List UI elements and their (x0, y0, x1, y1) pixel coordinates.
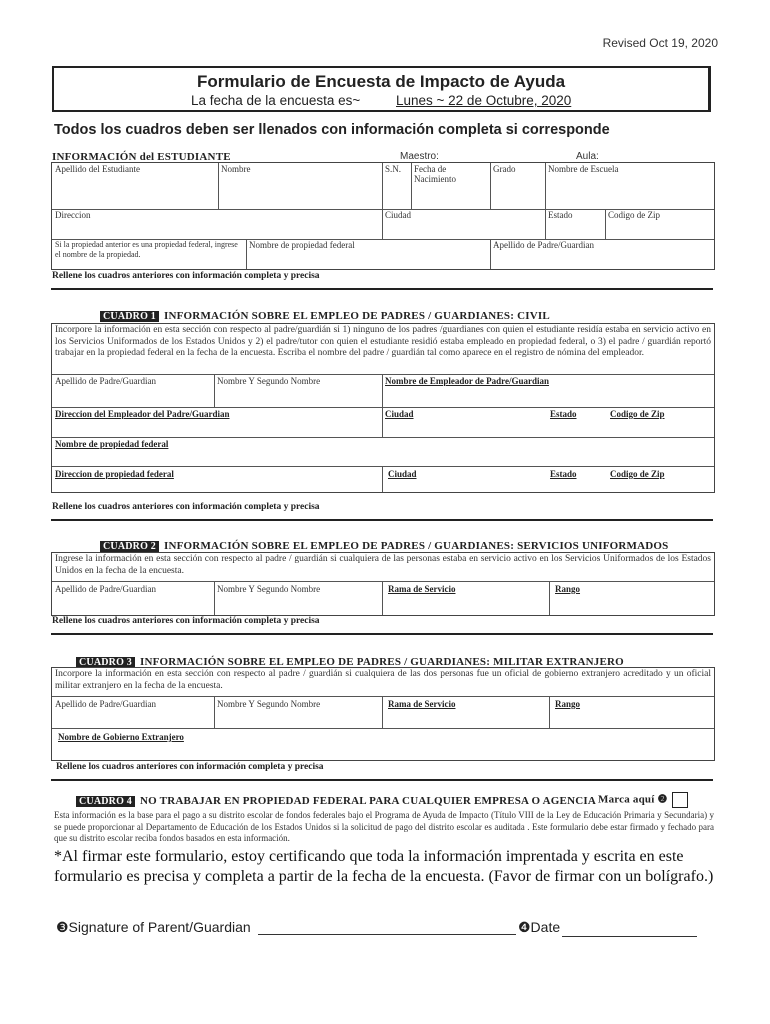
cuadro1-city-field[interactable]: Ciudad (385, 409, 414, 419)
signature-label: ❸Signature of Parent/Guardian (56, 919, 251, 935)
student-fill-note: Rellene los cuadros anteriores con información completa y precisa (52, 271, 320, 281)
student-last-name-field[interactable]: Apellido del Estudiante (55, 164, 140, 174)
cuadro2-parent-first-name-field[interactable]: Nombre Y Segundo Nombre (217, 584, 321, 594)
cuadro3-rank-field[interactable]: Rango (555, 699, 581, 709)
no-federal-property-checkbox[interactable] (672, 792, 688, 808)
cuadro1-title: INFORMACIÓN SOBRE EL EMPLEO DE PADRES / GUARDIANES: CIVIL (164, 310, 550, 322)
cuadro2-fill-note: Rellene los cuadros anteriores con información completa y precisa (52, 616, 320, 626)
cuadro1-heading (100, 310, 550, 322)
signature-line[interactable] (258, 934, 516, 935)
cuadro3-description: Incorpore la información en esta sección con respecto al padre / guardián si cualquiera de las dos personas fue un oficial de gobierno extranjero acreditado y un oficial militar extranjero en la fecha de la encuesta. (55, 669, 711, 691)
student-sn-field[interactable]: S.N. (385, 164, 402, 174)
cuadro2-title: INFORMACIÓN SOBRE EL EMPLEO DE PADRES / GUARDIANES: SERVICIOS UNIFORMADOS (164, 540, 669, 552)
title-box (52, 66, 711, 112)
cuadro2-service-branch-field[interactable]: Rama de Servicio (388, 584, 456, 594)
cuadro2-table (51, 552, 715, 616)
cuadro1-parent-first-name-field[interactable]: Nombre Y Segundo Nombre (217, 376, 321, 386)
survey-date-value: Lunes ~ 22 de Octubre, 2020 (396, 93, 572, 108)
divider (51, 633, 713, 635)
cuadro1-property-address-field[interactable]: Direccion de propiedad federal (55, 469, 174, 479)
divider (51, 779, 713, 781)
divider (51, 288, 713, 290)
revised-date: Revised Oct 19, 2020 (602, 36, 718, 50)
date-line[interactable] (562, 936, 697, 937)
date-label: ❹Date (518, 919, 561, 935)
cuadro4-heading (76, 795, 596, 807)
student-address-field[interactable]: Direccion (55, 210, 91, 220)
cuadro3-service-branch-field[interactable]: Rama de Servicio (388, 699, 456, 709)
cuadro1-employer-name-field[interactable]: Nombre de Empleador de Padre/Guardian (385, 376, 550, 386)
teacher-label: Maestro: (400, 151, 439, 162)
cuadro3-fill-note: Rellene los cuadros anteriores con información completa y precisa (56, 762, 324, 772)
cuadro4-description: Esta información es la base para el pago a su distrito escolar de fondos federales bajo el Programa de Ayuda de Impacto (Título VIII de la Ley de Educación Primaria y Secundaria) y se puede proporcionar al Departamento de Educación de los Estados Unidos si la solicitud de pago del distrito escolar es auditada . Este formulario debe estar firmado y fechado para que su distrito escolar reciba fondos basados en esta información. (54, 810, 714, 843)
room-label: Aula: (576, 151, 599, 162)
cuadro3-parent-last-name-field[interactable]: Apellido de Padre/Guardian (55, 699, 156, 709)
cuadro1-table (51, 323, 715, 493)
certification-statement: *Al firmar este formulario, estoy certificando que toda la información imprentada y escrita en este formulario es precisa y completa a partir de la fecha de la encuesta. (Favor de firmar con un bolígrafo.) (54, 848, 714, 885)
student-zip-field[interactable]: Codigo de Zip (608, 210, 660, 220)
cuadro1-property-city-field[interactable]: Ciudad (388, 469, 417, 479)
survey-date-label: La fecha de la encuesta es~ (191, 93, 361, 108)
mark-here (598, 792, 688, 808)
cuadro3-title: INFORMACIÓN SOBRE EL EMPLEO DE PADRES / GUARDIANES: MILITAR EXTRANJERO (140, 656, 624, 668)
cuadro1-federal-property-field[interactable]: Nombre de propiedad federal (55, 439, 169, 449)
cuadro4-badge: CUADRO 4 (76, 796, 135, 807)
cuadro1-state-field[interactable]: Estado (550, 409, 577, 419)
cuadro4-title: NO TRABAJAR EN PROPIEDAD FEDERAL PARA CUALQUIER EMPRESA O AGENCIA (140, 795, 596, 807)
cuadro1-zip-field[interactable]: Codigo de Zip (610, 409, 665, 419)
student-state-field[interactable]: Estado (548, 210, 573, 220)
cuadro2-heading (100, 540, 668, 552)
instruction-text: Todos los cuadros deben ser llenados con información completa si corresponde (54, 122, 610, 138)
cuadro3-badge: CUADRO 3 (76, 657, 135, 668)
cuadro3-table (51, 667, 715, 761)
cuadro2-badge: CUADRO 2 (100, 541, 159, 552)
cuadro1-property-zip-field[interactable]: Codigo de Zip (610, 469, 665, 479)
cuadro3-foreign-government-field[interactable]: Nombre de Gobierno Extranjero (58, 732, 184, 742)
divider (51, 519, 713, 521)
student-grade-field[interactable]: Grado (493, 164, 516, 174)
student-federal-property-field[interactable]: Nombre de propiedad federal (249, 240, 355, 250)
form-title: Formulario de Encuesta de Impacto de Ayuda (196, 72, 566, 91)
mark-here-label: Marca aquí ❷ (598, 793, 668, 806)
cuadro1-description: Incorpore la información en esta sección con respecto al padre/guardián si 1) ninguno de los padres /guardianes con quien el estudiante residía estaba en servicio activo en los Servicios Uniformados de los Estados Unidos y 2) el padre/tutor con quien el estudiante residió estaba empleado en propiedad federal, o 3) el padre / guardián reportó trabajar en la propiedad federal en la fecha de la encuesta. Escriba el nombre del padre / guardián tal como aparece en el registro de nómina del empleador. (55, 325, 711, 358)
student-first-name-field[interactable]: Nombre (221, 164, 251, 174)
student-city-field[interactable]: Ciudad (385, 210, 411, 220)
cuadro1-property-state-field[interactable]: Estado (550, 469, 577, 479)
student-table (51, 162, 715, 270)
cuadro3-parent-first-name-field[interactable]: Nombre Y Segundo Nombre (217, 699, 321, 709)
cuadro1-fill-note: Rellene los cuadros anteriores con información completa y precisa (52, 502, 320, 512)
student-parent-last-name-field[interactable]: Apellido de Padre/Guardian (493, 240, 594, 250)
cuadro2-parent-last-name-field[interactable]: Apellido de Padre/Guardian (55, 584, 156, 594)
cuadro1-badge: CUADRO 1 (100, 311, 159, 322)
cuadro1-employer-address-field[interactable]: Direccion del Empleador del Padre/Guardian (55, 409, 230, 419)
student-dob-field[interactable]: Fecha de Nacimiento (414, 164, 456, 184)
cuadro2-description: Ingrese la información en esta sección con respecto al padre / guardián si cualquiera de las personas estaba en servicio activo en los Servicios Uniformados de los Estados Unidos en la fecha de la encuesta. (55, 554, 711, 576)
cuadro1-parent-last-name-field[interactable]: Apellido de Padre/Guardian (55, 376, 156, 386)
student-school-field[interactable]: Nombre de Escuela (548, 164, 619, 174)
student-section-label: INFORMACIÓN del ESTUDIANTE (52, 151, 231, 163)
federal-property-note: Si la propiedad anterior es una propiedad federal, ingrese el nombre de la propiedad. (55, 240, 238, 259)
cuadro2-rank-field[interactable]: Rango (555, 584, 581, 594)
